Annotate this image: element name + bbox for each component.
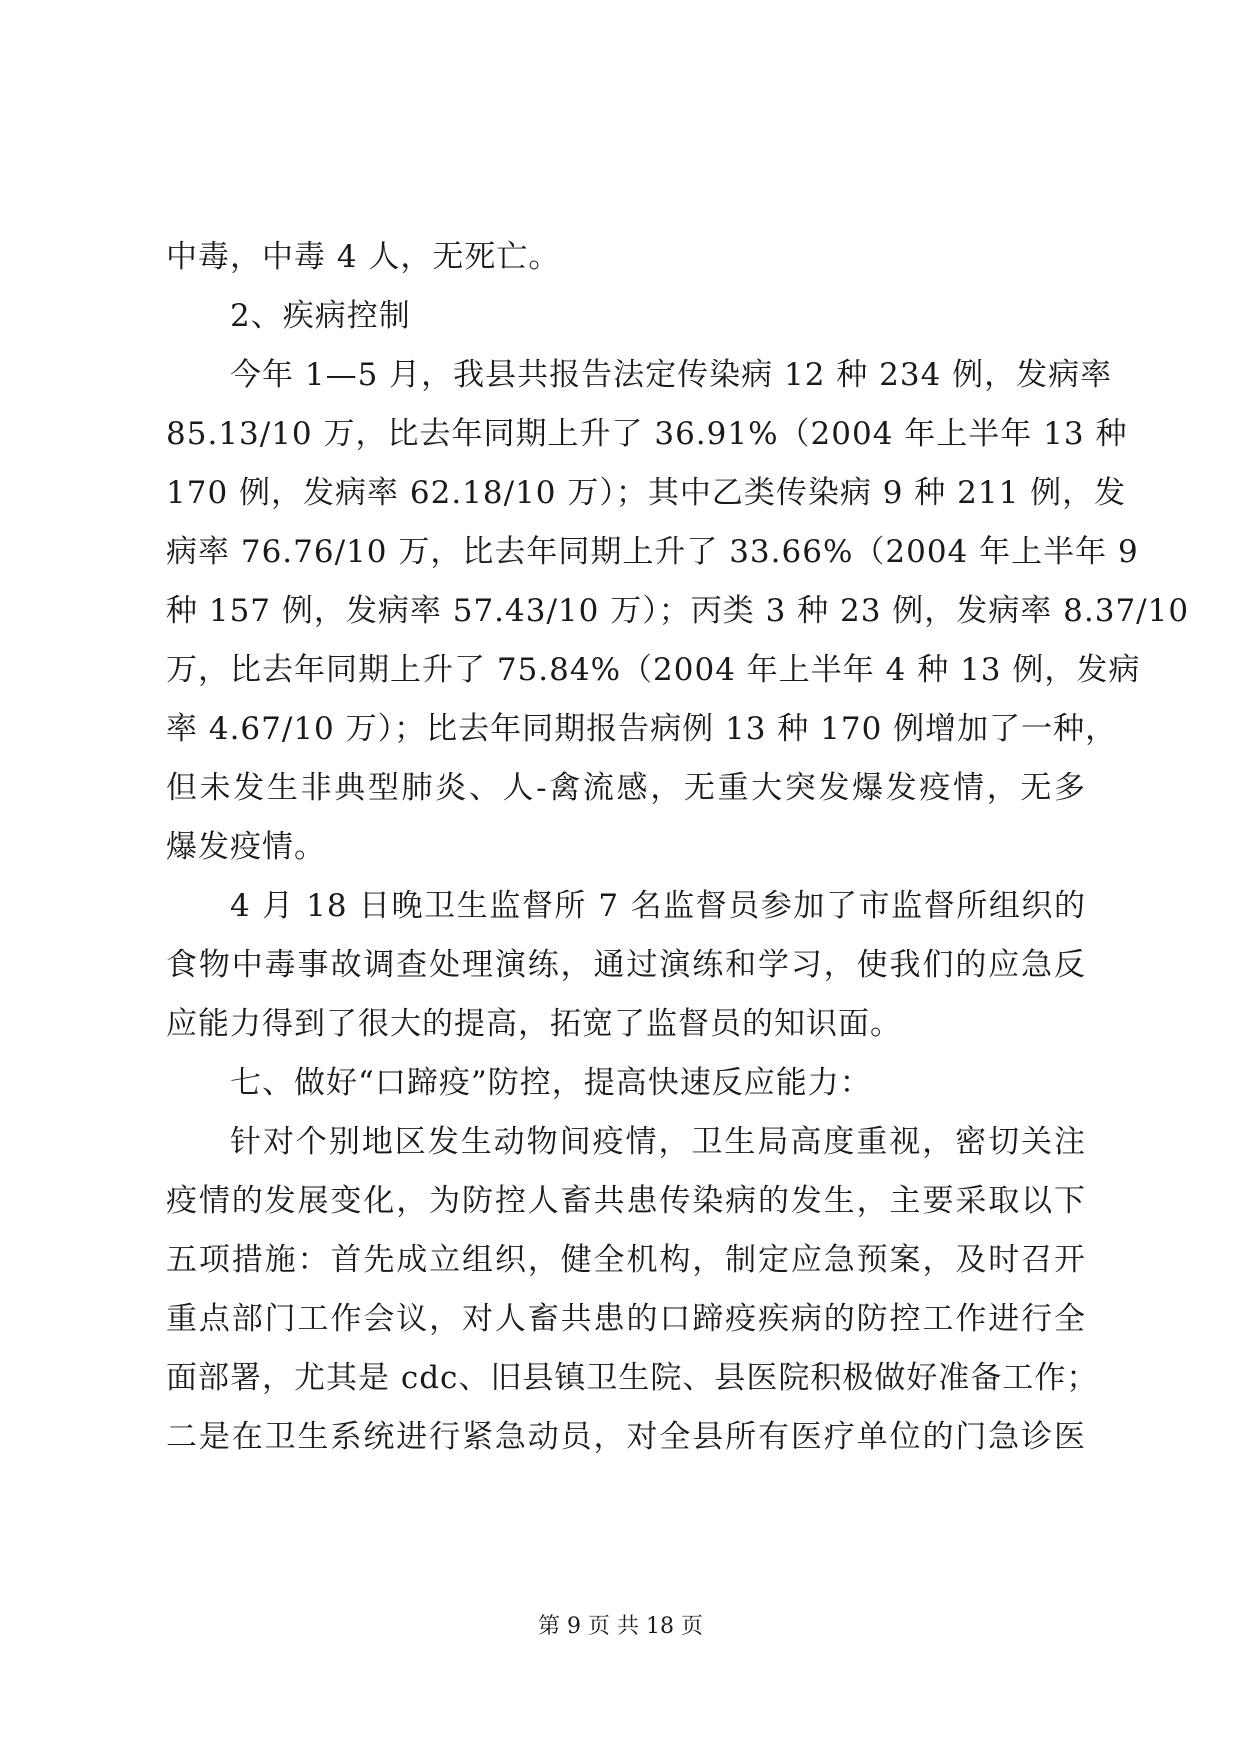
text-line-17: 疫情的发展变化，为防控人畜共患传染病的发生，主要采取以下 <box>166 1183 1086 1219</box>
text-line-12: 4 月 18 日晚卫生监督所 7 名监督员参加了市监督所组织的 <box>230 888 1086 924</box>
text-line-5: 170 例，发病率 62.18/10 万）；其中乙类传染病 9 种 211 例，发 <box>166 475 1127 511</box>
text-line-11: 爆发疫情。 <box>166 829 326 865</box>
section-heading-foot-and-mouth: 七、做好“口蹄疫”防控，提高快速反应能力： <box>230 1065 872 1101</box>
text-line-21: 二是在卫生系统进行紧急动员，对全县所有医疗单位的门急诊医 <box>166 1419 1086 1455</box>
section-heading-disease-control: 2、疾病控制 <box>230 298 411 334</box>
text-line-10: 但未发生非典型肺炎、人-禽流感，无重大突发爆发疫情，无多 <box>166 770 1086 806</box>
text-line-14: 应能力得到了很大的提高，拓宽了监督员的知识面。 <box>166 1006 902 1042</box>
text-line-1: 中毒，中毒 4 人，无死亡。 <box>166 239 561 275</box>
text-line-13: 食物中毒事故调查处理演练，通过演练和学习，使我们的应急反 <box>166 947 1086 983</box>
text-line-3: 今年 1—5 月，我县共报告法定传染病 12 种 234 例，发病率 <box>230 357 1113 393</box>
text-line-19: 重点部门工作会议，对人畜共患的口蹄疫疾病的防控工作进行全 <box>166 1301 1086 1337</box>
text-line-16: 针对个别地区发生动物间疫情，卫生局高度重视，密切关注 <box>230 1124 1086 1160</box>
text-line-8: 万，比去年同期上升了 75.84%（2004 年上半年 4 种 13 例，发病 <box>166 652 1141 688</box>
text-line-9: 率 4.67/10 万）；比去年同期报告病例 13 种 170 例增加了一种， <box>166 711 1118 747</box>
page-number-footer: 第 9 页 共 18 页 <box>538 1614 703 1639</box>
document-body <box>166 228 1190 1467</box>
text-line-7: 种 157 例，发病率 57.43/10 万）；丙类 3 种 23 例，发病率 8.37/10 <box>166 593 1190 629</box>
text-line-18: 五项措施：首先成立组织，健全机构，制定应急预案，及时召开 <box>166 1242 1086 1278</box>
text-line-6: 病率 76.76/10 万，比去年同期上升了 33.66%（2004 年上半年 9 <box>166 534 1139 570</box>
text-line-4: 85.13/10 万，比去年同期上升了 36.91%（2004 年上半年 13 种 <box>166 416 1128 452</box>
text-line-20: 面部署，尤其是 cdc、旧县镇卫生院、县医院积极做好准备工作； <box>166 1360 1099 1396</box>
